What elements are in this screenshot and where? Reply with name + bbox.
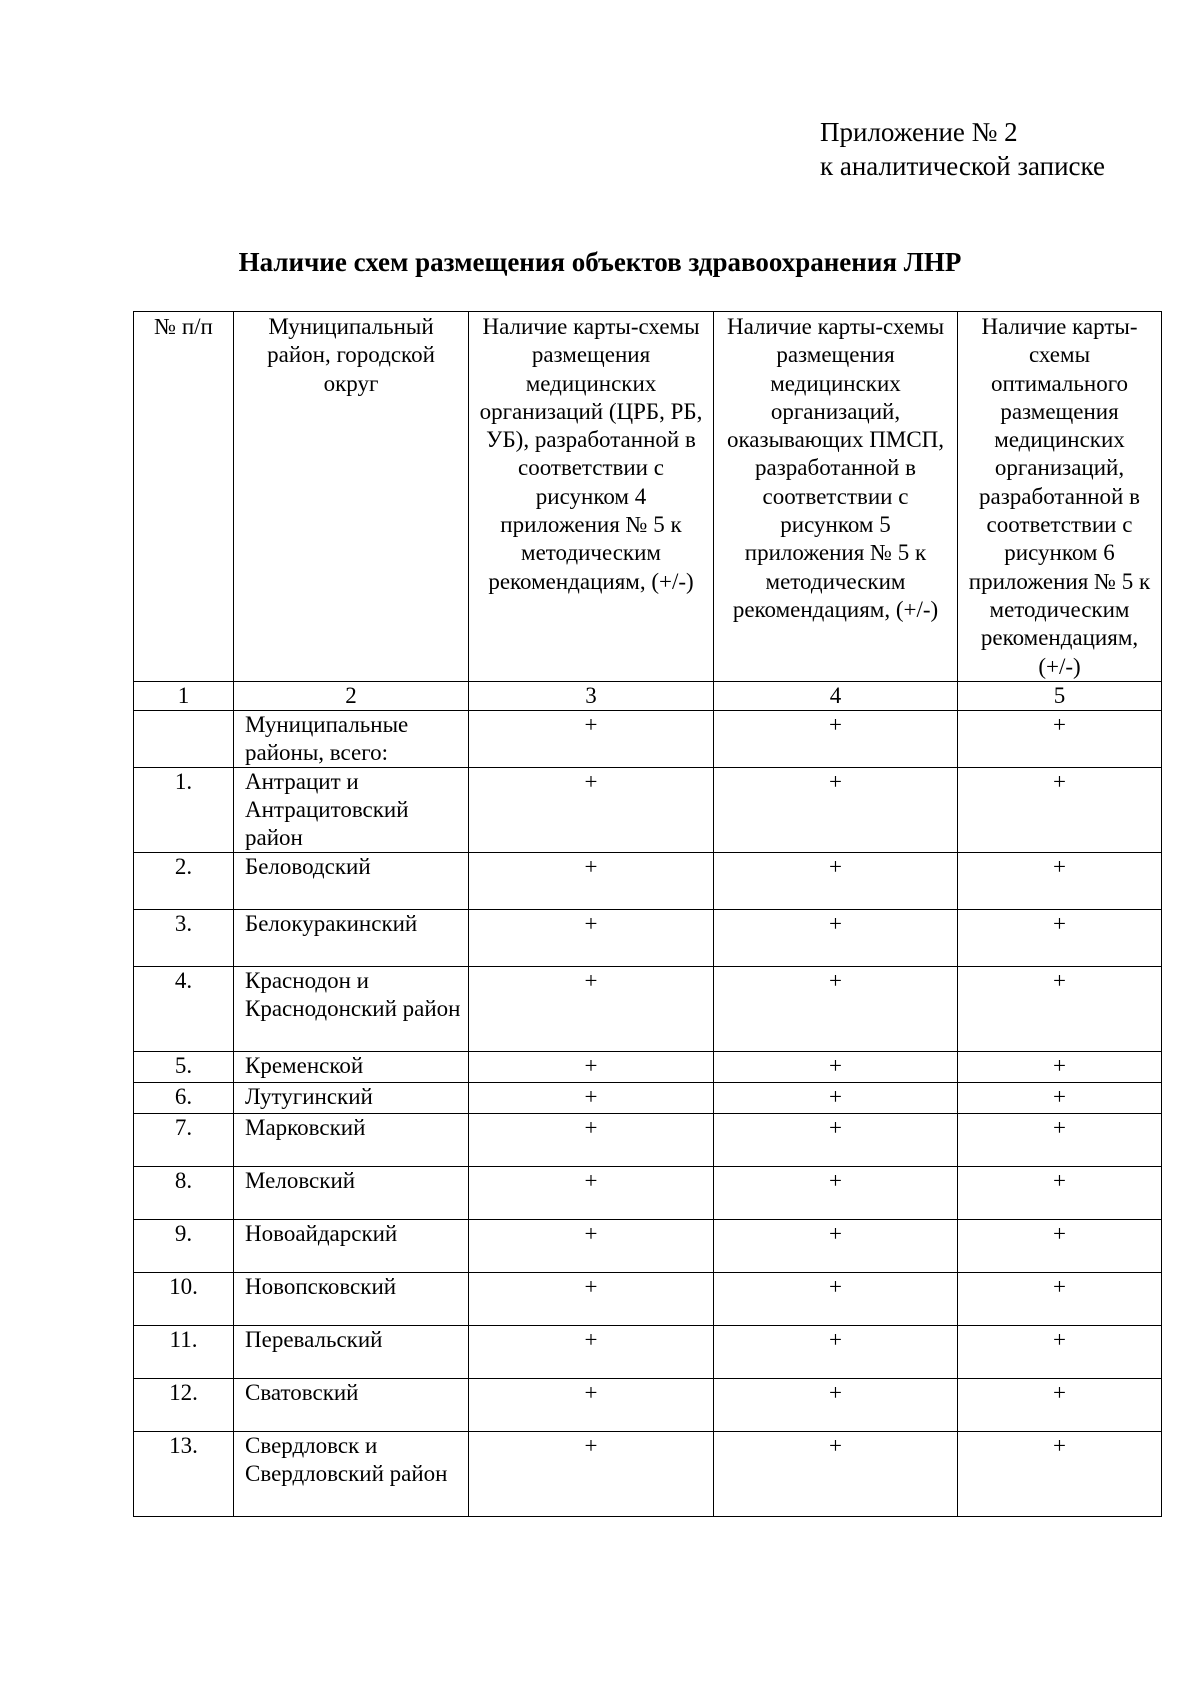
district-name: Перевальский <box>234 1325 469 1378</box>
pmsp-map-mark: + <box>714 1431 958 1516</box>
crb-map-mark: + <box>469 1113 714 1166</box>
pmsp-map-mark: + <box>714 1272 958 1325</box>
column-number: 4 <box>714 681 958 710</box>
crb-map-mark: + <box>469 1082 714 1113</box>
crb-map-mark: + <box>469 966 714 1051</box>
optimal-map-mark: + <box>958 1325 1162 1378</box>
crb-map-mark: + <box>469 1431 714 1516</box>
pmsp-map-mark: + <box>714 1051 958 1082</box>
pmsp-map-mark: + <box>714 852 958 909</box>
optimal-map-mark: + <box>958 1113 1162 1166</box>
table-row <box>134 1166 1162 1219</box>
pmsp-map-mark: + <box>714 710 958 767</box>
district-name: Беловодский <box>234 852 469 909</box>
pmsp-map-mark: + <box>714 1082 958 1113</box>
table-header-row <box>134 312 1162 682</box>
table-row <box>134 1082 1162 1113</box>
crb-map-mark: + <box>469 1378 714 1431</box>
pmsp-map-mark: + <box>714 767 958 852</box>
column-header-crb-map: Наличие карты-схемы размещения медицинских организаций (ЦРБ, РБ, УБ), разработанной в соответствии с рисунком 4 приложения № 5 к методическим рекомендациям, (+/-) <box>469 312 714 682</box>
table-row <box>134 1325 1162 1378</box>
optimal-map-mark: + <box>958 1378 1162 1431</box>
table-row <box>134 1051 1162 1082</box>
annex-subtitle: к аналитической записке <box>820 151 1105 181</box>
table-row <box>134 1272 1162 1325</box>
crb-map-mark: + <box>469 1272 714 1325</box>
row-number: 11. <box>134 1325 234 1378</box>
column-number: 2 <box>234 681 469 710</box>
crb-map-mark: + <box>469 852 714 909</box>
column-header-district: Муниципальный район, городской округ <box>234 312 469 682</box>
district-name: Муниципальные районы, всего: <box>234 710 469 767</box>
district-name: Сватовский <box>234 1378 469 1431</box>
table-row <box>134 1113 1162 1166</box>
optimal-map-mark: + <box>958 1051 1162 1082</box>
row-number: 12. <box>134 1378 234 1431</box>
district-name: Кременской <box>234 1051 469 1082</box>
district-name: Белокуракинский <box>234 909 469 966</box>
column-header-number: № п/п <box>134 312 234 682</box>
optimal-map-mark: + <box>958 1272 1162 1325</box>
row-number: 5. <box>134 1051 234 1082</box>
row-number: 10. <box>134 1272 234 1325</box>
column-header-pmsp-map: Наличие карты-схемы размещения медицинских организаций, оказывающих ПМСП, разработанной в соответствии с рисунком 5 приложения № 5 к методическим рекомендациям, (+/-) <box>714 312 958 682</box>
row-number: 4. <box>134 966 234 1051</box>
optimal-map-mark: + <box>958 710 1162 767</box>
table-row <box>134 852 1162 909</box>
pmsp-map-mark: + <box>714 1113 958 1166</box>
column-number: 5 <box>958 681 1162 710</box>
row-number: 1. <box>134 767 234 852</box>
schemes-table <box>133 311 1162 1517</box>
table-row <box>134 767 1162 852</box>
crb-map-mark: + <box>469 767 714 852</box>
district-name: Краснодон и Краснодонский район <box>234 966 469 1051</box>
column-header-optimal-map: Наличие карты-схемы оптимального размещения медицинских организаций, разработанной в соответствии с рисунком 6 приложения № 5 к методическим рекомендациям, (+/-) <box>958 312 1162 682</box>
crb-map-mark: + <box>469 1325 714 1378</box>
table-row <box>134 710 1162 767</box>
table-row <box>134 1219 1162 1272</box>
crb-map-mark: + <box>469 1166 714 1219</box>
table-row <box>134 1378 1162 1431</box>
pmsp-map-mark: + <box>714 1219 958 1272</box>
table-row <box>134 966 1162 1051</box>
row-number: 2. <box>134 852 234 909</box>
optimal-map-mark: + <box>958 909 1162 966</box>
annex-number: Приложение № 2 <box>820 117 1018 147</box>
optimal-map-mark: + <box>958 852 1162 909</box>
row-number: 7. <box>134 1113 234 1166</box>
district-name: Свердловск и Свердловский район <box>234 1431 469 1516</box>
pmsp-map-mark: + <box>714 966 958 1051</box>
annex-caption <box>820 115 1105 183</box>
row-number: 13. <box>134 1431 234 1516</box>
table-row <box>134 909 1162 966</box>
optimal-map-mark: + <box>958 767 1162 852</box>
crb-map-mark: + <box>469 1051 714 1082</box>
row-number <box>134 710 234 767</box>
district-name: Меловский <box>234 1166 469 1219</box>
crb-map-mark: + <box>469 909 714 966</box>
document-title: Наличие схем размещения объектов здравоохранения ЛНР <box>238 247 962 277</box>
district-name: Новоайдарский <box>234 1219 469 1272</box>
column-numbers-row <box>134 681 1162 710</box>
row-number: 3. <box>134 909 234 966</box>
district-name: Марковский <box>234 1113 469 1166</box>
row-number: 6. <box>134 1082 234 1113</box>
pmsp-map-mark: + <box>714 1378 958 1431</box>
district-name: Антрацит и Антрацитовский район <box>234 767 469 852</box>
pmsp-map-mark: + <box>714 1325 958 1378</box>
row-number: 8. <box>134 1166 234 1219</box>
column-number: 1 <box>134 681 234 710</box>
column-number: 3 <box>469 681 714 710</box>
optimal-map-mark: + <box>958 1219 1162 1272</box>
district-name: Новопсковский <box>234 1272 469 1325</box>
crb-map-mark: + <box>469 710 714 767</box>
district-name: Лутугинский <box>234 1082 469 1113</box>
table-row <box>134 1431 1162 1516</box>
optimal-map-mark: + <box>958 1166 1162 1219</box>
pmsp-map-mark: + <box>714 1166 958 1219</box>
optimal-map-mark: + <box>958 1431 1162 1516</box>
crb-map-mark: + <box>469 1219 714 1272</box>
optimal-map-mark: + <box>958 966 1162 1051</box>
optimal-map-mark: + <box>958 1082 1162 1113</box>
pmsp-map-mark: + <box>714 909 958 966</box>
row-number: 9. <box>134 1219 234 1272</box>
